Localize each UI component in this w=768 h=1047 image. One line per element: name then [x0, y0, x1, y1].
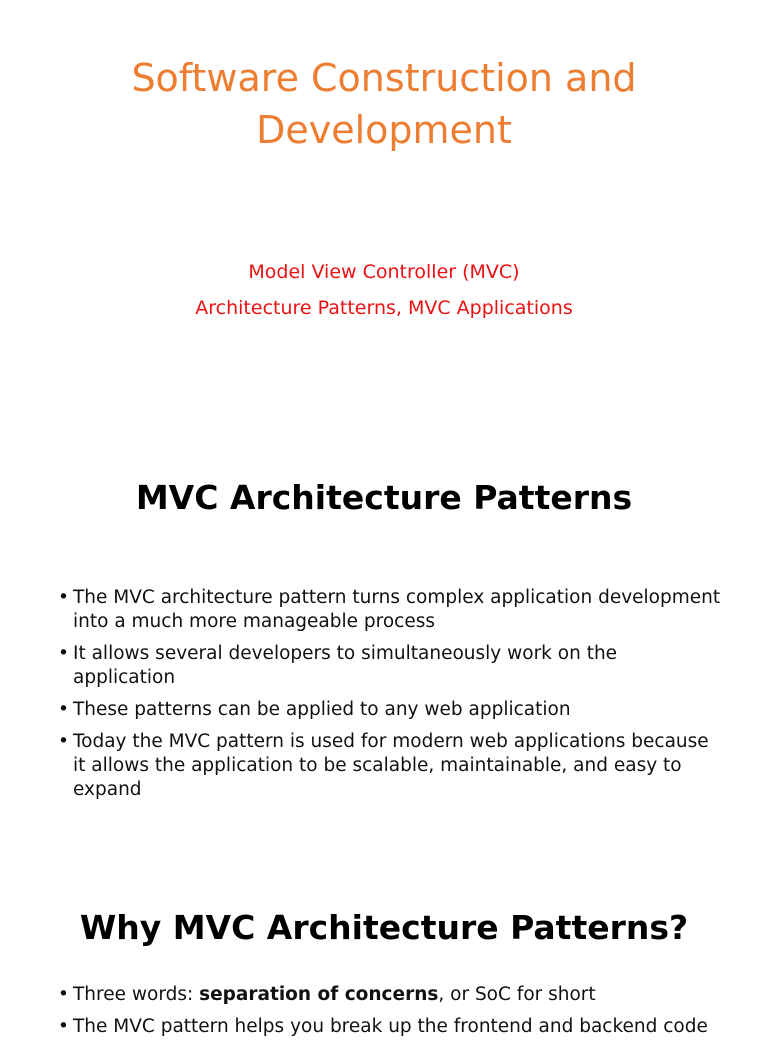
bullet-item [58, 983, 724, 1007]
bullet-icon: • [58, 643, 69, 664]
bullet-text: It allows several developers to simultaneously work on the application [73, 643, 618, 688]
subtitle-line-2: Architecture Patterns, MVC Applications [195, 297, 573, 319]
bullet-text-suffix: , or SoC for short [438, 984, 596, 1005]
bullet-icon: • [58, 984, 69, 1005]
bullet-text: The MVC architecture pattern turns complex application development into a much more manageable process [73, 587, 721, 632]
slide-title [0, 0, 768, 420]
bullet-text-bold: separation of concerns [199, 984, 439, 1005]
bullet-text: These patterns can be applied to any web application [73, 699, 571, 720]
presentation-title: Software Construction and Development [131, 56, 637, 152]
bullet-list [58, 983, 724, 1047]
bullet-icon: • [58, 587, 69, 608]
bullet-icon: • [58, 699, 69, 720]
slide-heading: Why MVC Architecture Patterns? [79, 908, 689, 947]
bullet-icon: • [58, 1016, 69, 1037]
bullet-list [58, 586, 724, 810]
bullet-item [58, 586, 724, 634]
bullet-text: The MVC pattern helps you break up the frontend and backend code [73, 1016, 708, 1037]
bullet-item [58, 698, 724, 722]
presentation-subtitle [0, 254, 768, 326]
bullet-text-prefix: Three words: [73, 984, 200, 1005]
subtitle-line-1: Model View Controller (MVC) [248, 261, 520, 283]
slide-mvc-architecture-patterns [0, 420, 768, 840]
bullet-item [58, 642, 724, 690]
bullet-item [58, 1015, 724, 1039]
bullet-item [58, 730, 724, 802]
bullet-icon: • [58, 731, 69, 752]
slide-heading: MVC Architecture Patterns [135, 478, 633, 517]
slide-why-mvc [0, 840, 768, 1037]
bullet-text: Today the MVC pattern is used for modern web applications because it allows the application to be scalable, maintainable, and easy to expand [73, 731, 709, 800]
